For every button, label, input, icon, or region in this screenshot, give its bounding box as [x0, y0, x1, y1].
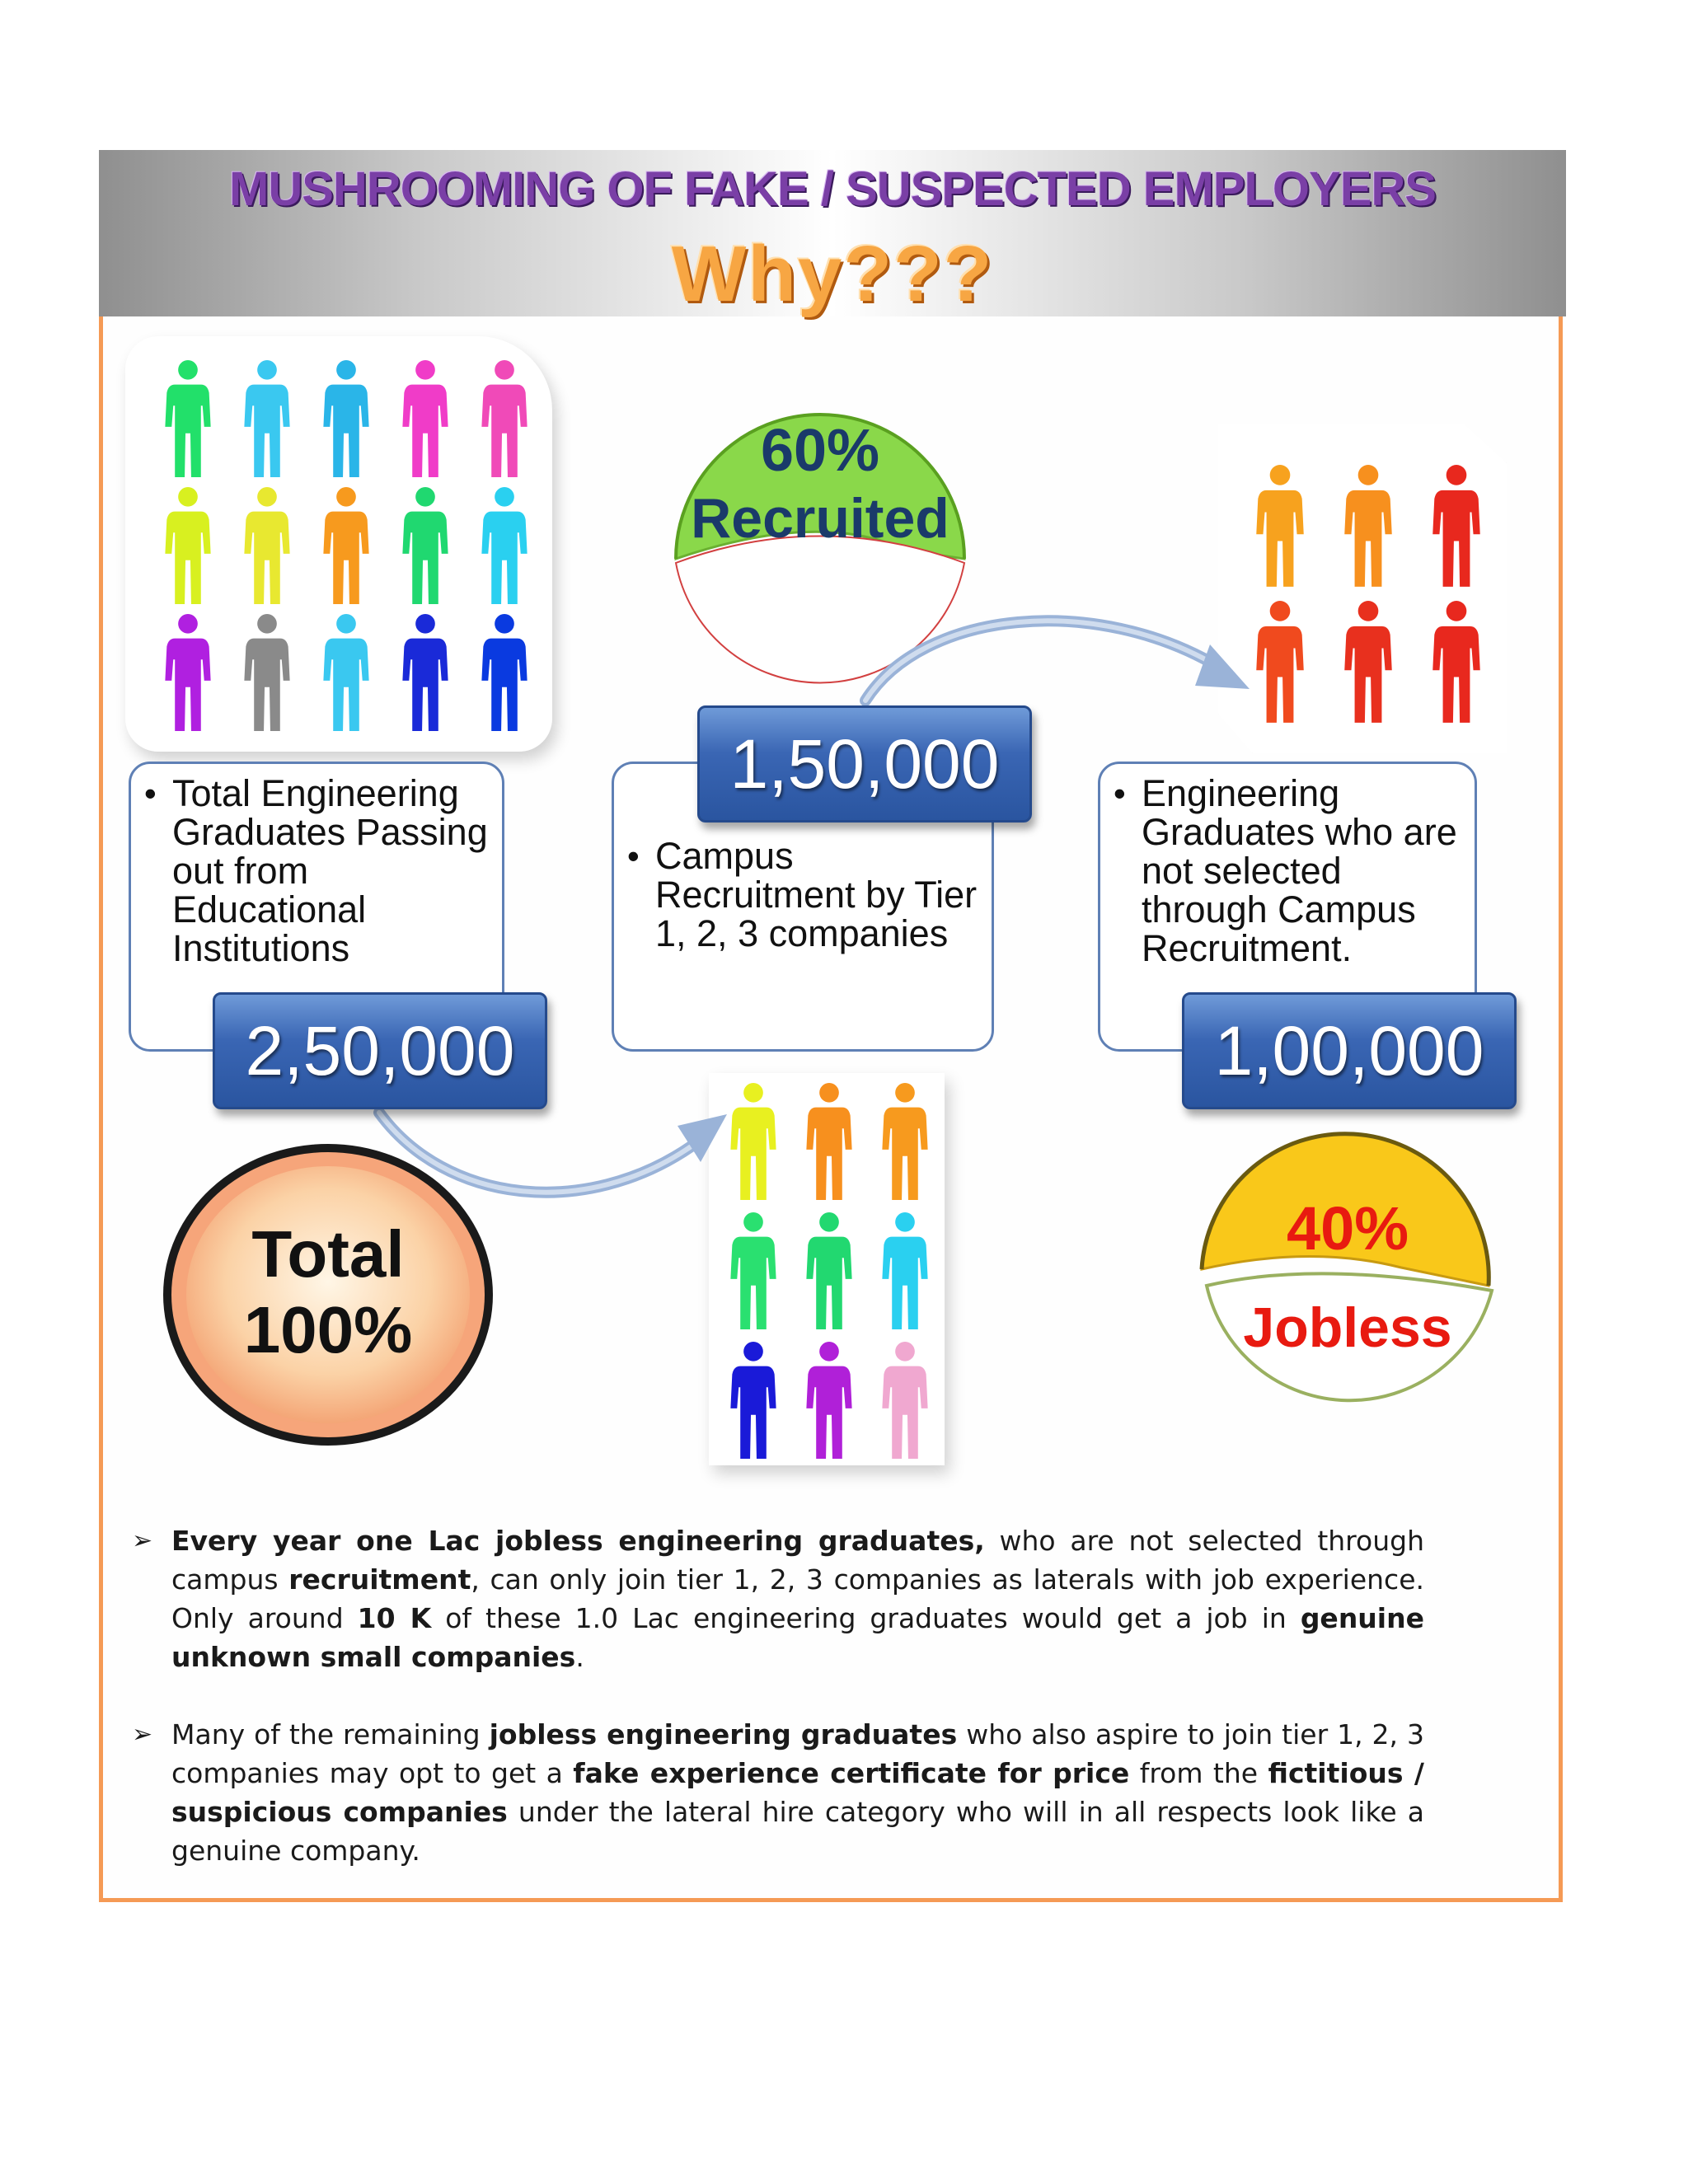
- number-box-jobless: 1,00,000: [1182, 992, 1517, 1109]
- page-subtitle: Why???: [671, 230, 994, 318]
- total-percent: 100%: [243, 1293, 413, 1366]
- person-icon: [317, 612, 375, 734]
- person-icon: [159, 359, 217, 480]
- person-icon: [724, 1340, 782, 1462]
- note2-bold1: jobless engineering graduates: [489, 1718, 958, 1750]
- desc-total-graduates: • Total Engineering Graduates Passing out from Educational Institutions: [144, 774, 490, 968]
- person-icon: [159, 485, 217, 607]
- note2-text2: who also aspire to join tier 1, 2, 3 companies may opt to get a: [171, 1718, 1425, 1789]
- person-icon: [317, 359, 375, 480]
- note1-text4: .: [575, 1641, 584, 1673]
- person-icon: [396, 359, 454, 480]
- note1-bold2: recruitment: [288, 1563, 471, 1596]
- header-banner: [99, 150, 1566, 316]
- person-icon: [396, 485, 454, 607]
- note2-text4: under the lateral hire category who will in all respects look like a genuine company.: [171, 1796, 1425, 1867]
- person-icon: [800, 1081, 858, 1203]
- person-icon: [724, 1211, 782, 1333]
- person-icon: [876, 1081, 934, 1203]
- person-icon: [876, 1340, 934, 1462]
- total-label: Total: [251, 1217, 405, 1291]
- desc-campus-recruitment: • Campus Recruitment by Tier 1, 2, 3 companies: [627, 837, 980, 953]
- person-icon: [1338, 599, 1399, 726]
- person-icon: [1338, 463, 1399, 590]
- note1-bold1: Every year one Lac jobless engineering graduates,: [171, 1525, 985, 1557]
- person-icon: [1426, 599, 1487, 726]
- person-icon: [317, 485, 375, 607]
- person-icon: [238, 359, 296, 480]
- number-box-recruited: 1,50,000: [697, 705, 1032, 823]
- note1-text1: who are not selected through campus: [171, 1525, 1424, 1596]
- note1-bold4: genuine unknown small companies: [171, 1602, 1424, 1673]
- note-item-2: [132, 1715, 1424, 1870]
- arrow-up-right: [849, 577, 1278, 717]
- person-icon: [476, 485, 533, 607]
- person-icon: [238, 485, 296, 607]
- person-icon: [396, 612, 454, 734]
- note1-text2: , can only join tier 1, 2, 3 companies as laterals with job experience. Only around: [171, 1563, 1424, 1634]
- person-icon: [1426, 463, 1487, 590]
- number-box-total: 2,50,000: [213, 992, 547, 1109]
- person-icon: [1250, 463, 1311, 590]
- person-icon: [476, 612, 533, 734]
- person-icon: [800, 1211, 858, 1333]
- note1-bold3: 10 K: [357, 1602, 432, 1634]
- note2-text3: from the: [1129, 1757, 1268, 1789]
- person-icon: [159, 612, 217, 734]
- recruited-label: Recruited: [691, 487, 950, 550]
- person-icon: [876, 1211, 934, 1333]
- arrow-bullet-icon: ➢: [132, 1526, 153, 1555]
- people-grid-left: [148, 356, 544, 737]
- note1-text3: of these 1.0 Lac engineering graduates would get a job in: [431, 1602, 1301, 1634]
- person-icon: [800, 1340, 858, 1462]
- page-title: MUSHROOMING OF FAKE / SUSPECTED EMPLOYERS: [229, 162, 1436, 216]
- person-icon: [476, 359, 533, 480]
- note2-bold3: fictitious / suspicious companies: [171, 1757, 1424, 1828]
- jobless-percent: 40%: [1286, 1194, 1409, 1263]
- desc-not-selected: • Engineering Graduates who are not selected through Campus Recruitment.: [1114, 774, 1463, 968]
- note2-bold2: fake experience certificate for price: [573, 1757, 1130, 1789]
- notes-list: [132, 1521, 1424, 1909]
- note2-text1: Many of the remaining: [171, 1718, 490, 1750]
- jobless-label: Jobless: [1243, 1296, 1452, 1359]
- person-icon: [238, 612, 296, 734]
- arrow-bullet-icon: ➢: [132, 1720, 153, 1749]
- note-item-1: [132, 1521, 1424, 1676]
- recruited-percent: 60%: [760, 418, 880, 484]
